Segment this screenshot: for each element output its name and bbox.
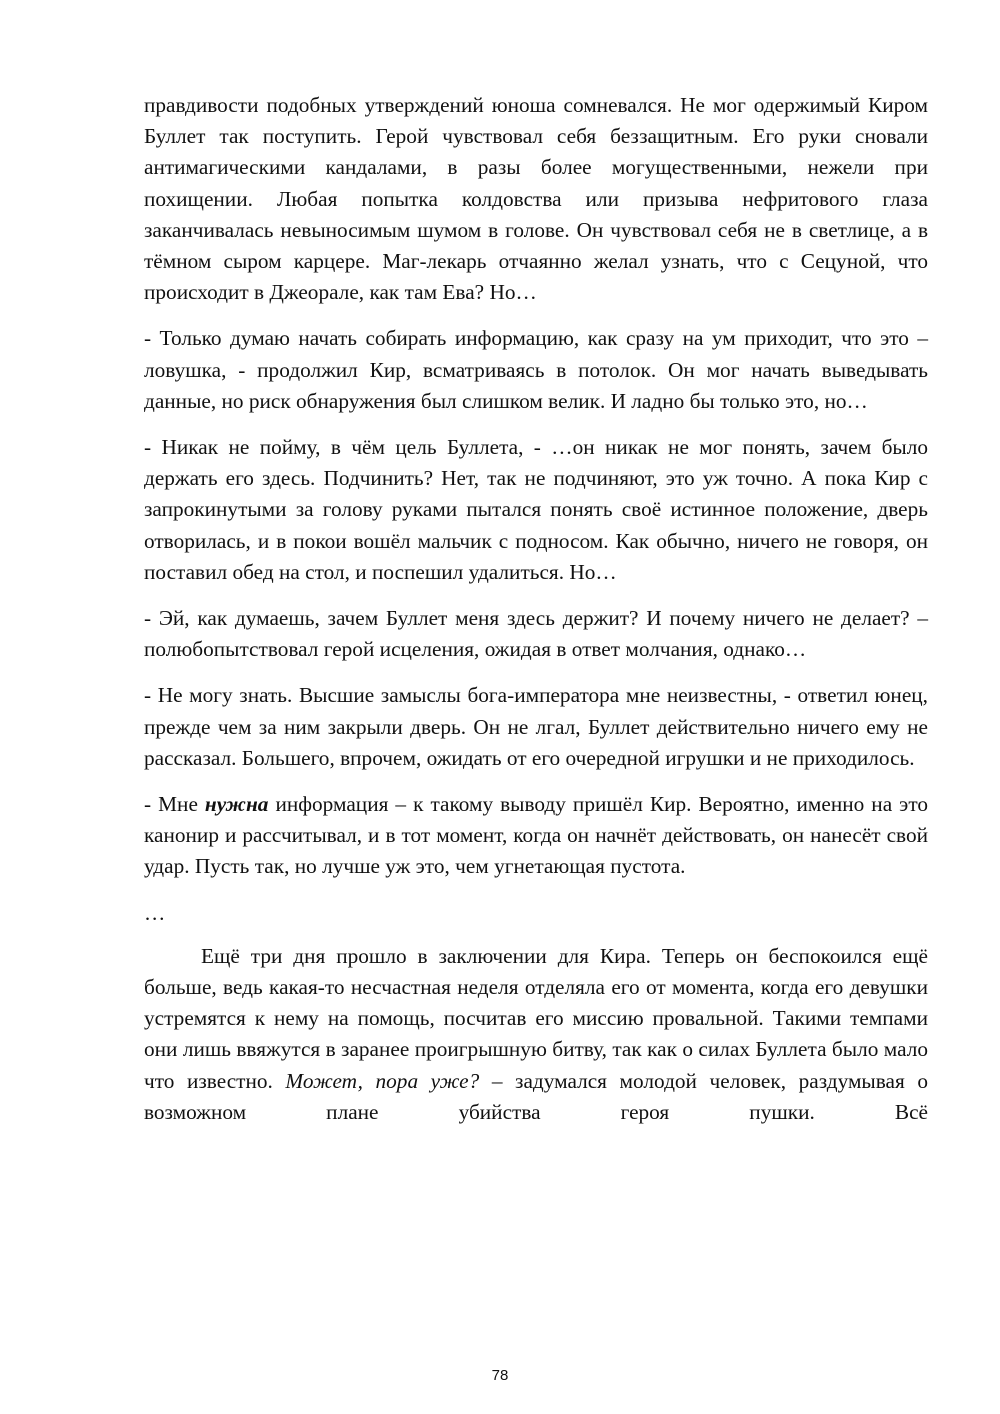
document-page [144, 90, 928, 1143]
emphasized-word: нужна [204, 792, 269, 817]
paragraph-6 [144, 789, 928, 883]
paragraph-1: правдивости подобных утверждений юноша сомневался. Не мог одержимый Киром Буллет так поступить. Герой чувствовал себя беззащитным. Его руки сновали антимагическими кандалами, в разы более могущественными, нежели при похищении. Любая попытка колдовства или призыва нефритового глаза заканчивалась невыносимым шумом в голове. Он чувствовал себя не в светлице, а в тёмном сыром карцере. Маг-лекарь отчаянно желал узнать, что с Сецуной, что происходит в Джеорале, как там Ева? Но… [144, 93, 928, 305]
paragraph-3: - Никак не пойму, в чём цель Буллета, - …он никак не мог понять, зачем было держать его здесь. Подчинить? Нет, так не подчиняют, это уж точно. А пока Кир с запрокинутыми за голову руками пытался понять своё истинное положение, дверь отворилась, и в покои вошёл мальчик с подносом. Как обычно, ничего не говоря, он поставил обед на стол, и поспешил удалиться. Но… [144, 435, 928, 584]
paragraph-8-start: Ещё три дня прошло в заключении для Кира. Теперь он беспокоился ещё больше, ведь какая-то несчастная неделя отделяла его от момента, когда его девушки устремятся к нему на помощь, посчитав его миссию провальной. Такими темпами они лишь ввяжутся в заранее проигрышную битву, так как о силах Буллета было мало что известно. [144, 943, 928, 1093]
paragraph-8-end: – задумался молодой человек, раздумывая о возможном плане убийства героя пушки. Всё [144, 1068, 928, 1124]
italic-thought: Может, пора уже? [285, 1068, 480, 1093]
paragraph-4: - Эй, как думаешь, зачем Буллет меня здесь держит? И почему ничего не делает? – полюбопытствовал герой исцеления, ожидая в ответ молчания, однако… [144, 606, 928, 662]
paragraph-2: - Только думаю начать собирать информацию, как сразу на ум приходит, что это – ловушка, - продолжил Кир, всматриваясь в потолок. Он мог начать выведывать данные, но риск обнаружения был слишком велик. И ладно бы только это, но… [144, 326, 928, 413]
paragraph-5: - Не могу знать. Высшие замыслы бога-императора мне неизвестны, - ответил юнец, прежде чем за ним закрыли дверь. Он не лгал, Буллет действительно ничего ему не рассказал. Большего, впрочем, ожидать от его очередной игрушки и не приходилось. [144, 683, 928, 770]
paragraph-6-end: информация – к такому выводу пришёл Кир. Вероятно, именно на это канонир и рассчитывал, и в тот момент, когда он начнёт действовать, он нанесёт свой удар. Пусть так, но лучше уж это, чем угнетающая пустота. [144, 792, 928, 879]
scene-separator: … [144, 900, 166, 925]
paragraph-8 [144, 941, 928, 1128]
paragraph-6-start: - Мне [144, 792, 205, 817]
page-number: 78 [491, 1367, 509, 1384]
